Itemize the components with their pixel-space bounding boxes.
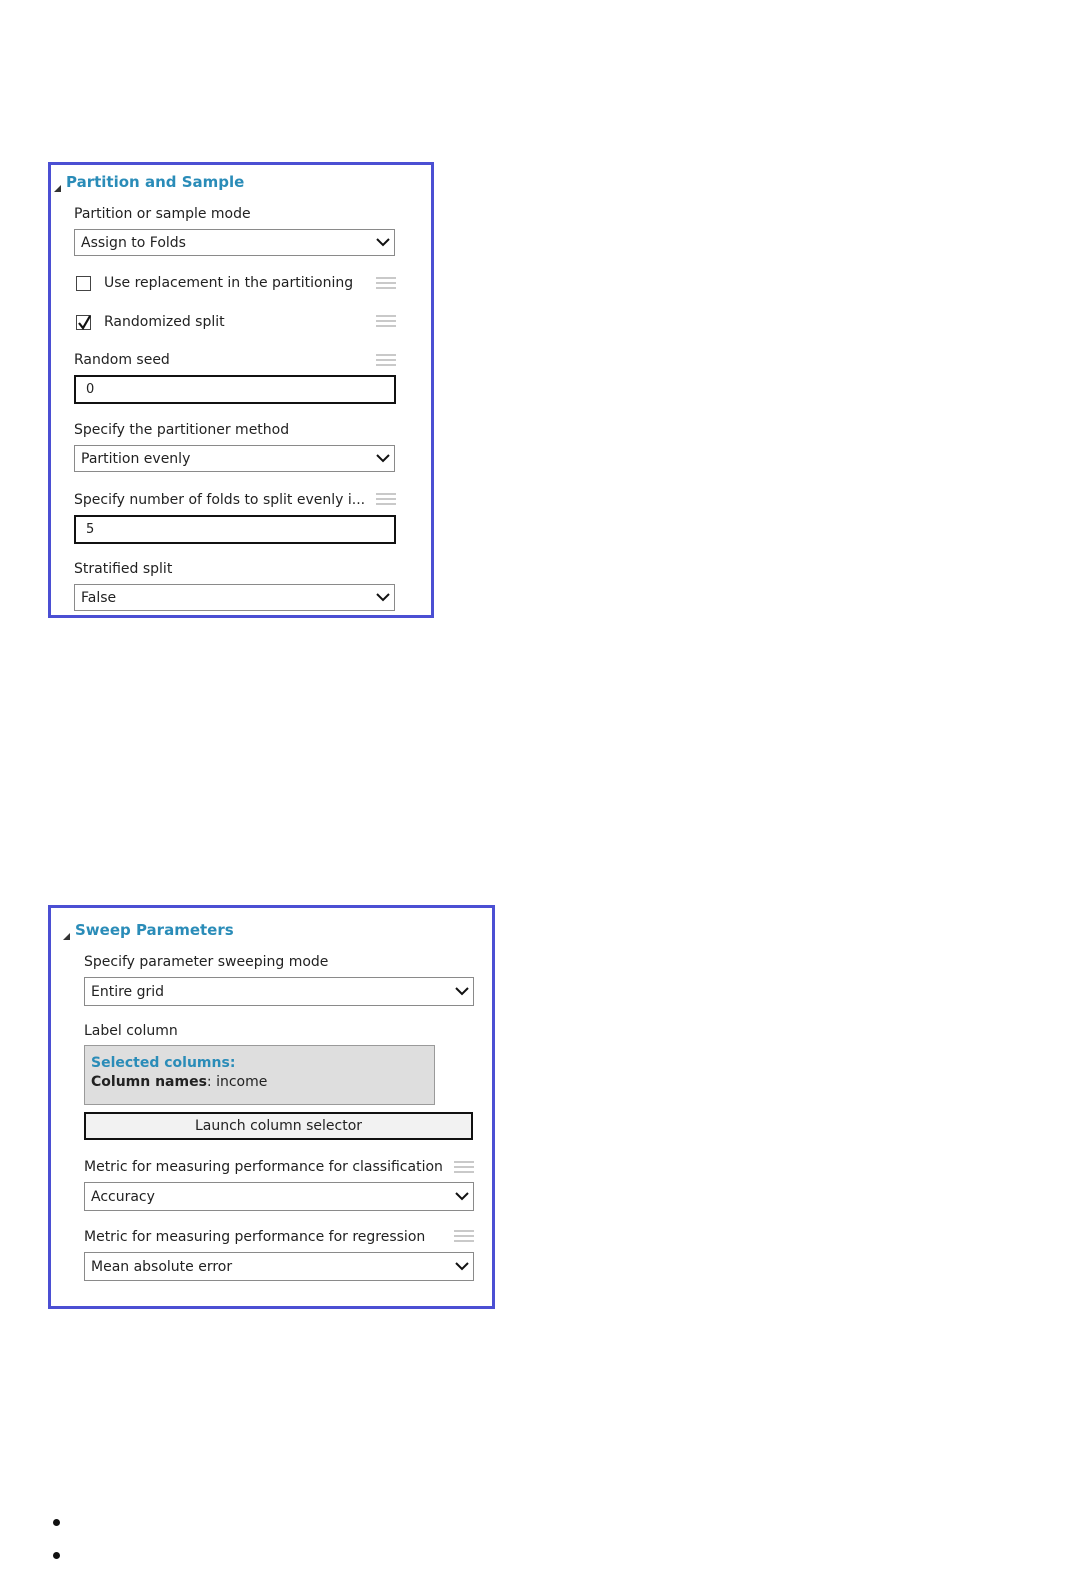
randomized-split-checkbox[interactable]	[76, 315, 91, 330]
sweep-parameters-panel	[48, 905, 495, 1309]
partition-mode-label: Partition or sample mode	[74, 206, 251, 222]
drag-handle-icon[interactable]	[376, 493, 396, 509]
regression-metric-select[interactable]	[84, 1252, 474, 1281]
bullet-icon	[53, 1519, 60, 1526]
label-column-label: Label column	[84, 1023, 178, 1039]
sweeping-mode-value: Entire grid	[91, 983, 165, 1000]
partition-mode-value: Assign to Folds	[81, 234, 186, 251]
chevron-down-icon	[372, 230, 394, 255]
chevron-down-icon	[372, 446, 394, 471]
column-names-value: : income	[206, 1074, 268, 1090]
chevron-down-icon	[451, 1253, 473, 1280]
partitioner-method-label: Specify the partitioner method	[74, 422, 290, 438]
randomized-split-checkbox-row[interactable]	[76, 311, 225, 333]
chevron-down-icon	[451, 978, 473, 1005]
classification-metric-value: Accuracy	[91, 1188, 155, 1205]
sweep-section-header[interactable]	[62, 915, 234, 945]
launch-column-selector-button[interactable]: Launch column selector	[84, 1112, 473, 1140]
chevron-down-icon	[372, 585, 394, 610]
stratified-split-select[interactable]	[74, 584, 395, 611]
stratified-split-value: False	[81, 589, 117, 606]
bullet-icon	[53, 1552, 60, 1559]
drag-handle-icon[interactable]	[454, 1161, 474, 1177]
use-replacement-checkbox[interactable]	[76, 276, 91, 291]
randomized-split-label: Randomized split	[104, 314, 225, 330]
collapse-triangle-icon	[62, 926, 71, 935]
drag-handle-icon[interactable]	[376, 315, 396, 331]
column-names-label: Column names	[91, 1074, 207, 1090]
random-seed-label: Random seed	[74, 352, 170, 368]
classification-metric-select[interactable]	[84, 1182, 474, 1211]
sweeping-mode-select[interactable]	[84, 977, 474, 1006]
partition-section-title: Partition and Sample	[66, 173, 245, 191]
selected-columns-summary	[84, 1045, 435, 1105]
selected-columns-title: Selected columns:	[91, 1055, 236, 1071]
partitioner-method-select[interactable]	[74, 445, 395, 472]
sweeping-mode-label: Specify parameter sweeping mode	[84, 954, 329, 970]
partitioner-method-value: Partition evenly	[81, 450, 191, 467]
checkmark-icon	[77, 314, 92, 331]
use-replacement-checkbox-row[interactable]	[76, 272, 353, 294]
use-replacement-label: Use replacement in the partitioning	[104, 275, 354, 291]
regression-metric-value: Mean absolute error	[91, 1258, 233, 1275]
drag-handle-icon[interactable]	[376, 354, 396, 370]
stratified-split-label: Stratified split	[74, 561, 173, 577]
partition-section-header[interactable]	[53, 167, 244, 197]
sweep-section-title: Sweep Parameters	[75, 921, 234, 939]
num-folds-label: Specify number of folds to split evenly i...	[74, 492, 366, 508]
regression-metric-label: Metric for measuring performance for regression	[84, 1229, 426, 1245]
partition-mode-select[interactable]	[74, 229, 395, 256]
num-folds-input[interactable]: 5	[74, 515, 396, 544]
chevron-down-icon	[451, 1183, 473, 1210]
collapse-triangle-icon	[53, 178, 62, 187]
drag-handle-icon[interactable]	[376, 277, 396, 293]
drag-handle-icon[interactable]	[454, 1230, 474, 1246]
partition-and-sample-panel	[48, 162, 434, 618]
random-seed-input[interactable]: 0	[74, 375, 396, 404]
classification-metric-label: Metric for measuring performance for classification	[84, 1159, 443, 1175]
